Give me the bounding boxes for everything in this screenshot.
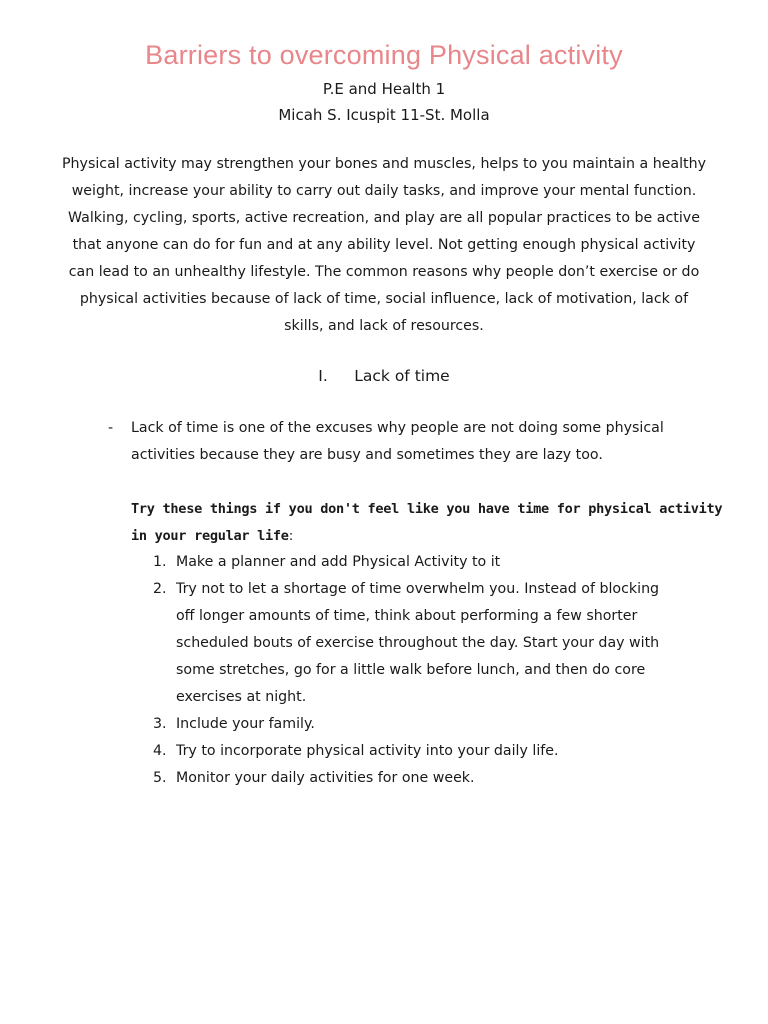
list-item-line: Try not to let a shortage of time overwhelm you. Instead of blocking xyxy=(176,581,660,597)
section-heading-text: Lack of time xyxy=(354,367,450,385)
bullet-item xyxy=(108,415,708,469)
bullet-marker: - xyxy=(108,420,114,436)
bullet-line: Lack of time is one of the excuses why people are not doing some physical xyxy=(131,420,664,436)
list-item-line: some stretches, go for a little walk before lunch, and then do core xyxy=(176,662,646,678)
document-title: Barriers to overcoming Physical activity xyxy=(145,40,623,70)
list-item-line: Try to incorporate physical activity into your daily life. xyxy=(176,743,559,759)
document-author-line: Micah S. Icuspit 11-St. Molla xyxy=(278,106,490,124)
intro-line: Walking, cycling, sports, active recreation, and play are all popular practices to be active xyxy=(68,210,700,226)
intro-line: physical activities because of lack of time, social influence, lack of motivation, lack of xyxy=(79,291,689,307)
list-item-line: exercises at night. xyxy=(176,689,307,705)
tips-heading-line-2 xyxy=(131,523,731,550)
tips-heading-line-text: in your regular life xyxy=(131,528,289,544)
list-item-line: scheduled bouts of exercise throughout the day. Start your day with xyxy=(176,635,660,651)
list-item xyxy=(153,765,713,792)
intro-line: skills, and lack of resources. xyxy=(284,318,484,334)
list-item-line: Include your family. xyxy=(176,716,315,732)
bullet-text xyxy=(131,415,708,469)
list-item xyxy=(153,738,713,765)
list-item xyxy=(153,549,713,576)
list-item xyxy=(153,711,713,738)
list-item-line: off longer amounts of time, think about performing a few shorter xyxy=(176,608,638,624)
intro-line: Physical activity may strengthen your bones and muscles, helps to you maintain a healthy xyxy=(62,156,706,172)
document-subject: P.E and Health 1 xyxy=(322,80,446,98)
tips-heading-colon: : xyxy=(288,528,293,544)
intro-paragraph xyxy=(44,151,724,340)
list-item-number: 3. xyxy=(153,716,167,732)
bullet-line: activities because they are busy and sometimes they are lazy too. xyxy=(131,447,603,463)
list-item-number: 1. xyxy=(153,554,167,570)
intro-line: can lead to an unhealthy lifestyle. The common reasons why people don’t exercise or do xyxy=(68,264,700,280)
list-item-number: 5. xyxy=(153,770,167,786)
tips-heading-line: Try these things if you don't feel like you have time for physical activity xyxy=(131,501,723,517)
list-item-line: Monitor your daily activities for one week. xyxy=(176,770,475,786)
list-item-line: Make a planner and add Physical Activity to it xyxy=(176,554,501,570)
intro-line: weight, increase your ability to carry out daily tasks, and improve your mental function. xyxy=(71,183,697,199)
tips-heading xyxy=(131,496,731,550)
list-item-number: 4. xyxy=(153,743,167,759)
section-number: I. xyxy=(318,367,328,385)
tips-list xyxy=(153,549,713,792)
list-item xyxy=(153,576,713,711)
intro-line: that anyone can do for fun and at any ability level. Not getting enough physical activity xyxy=(72,237,696,253)
section-heading xyxy=(0,367,768,385)
list-item-number: 2. xyxy=(153,581,167,597)
